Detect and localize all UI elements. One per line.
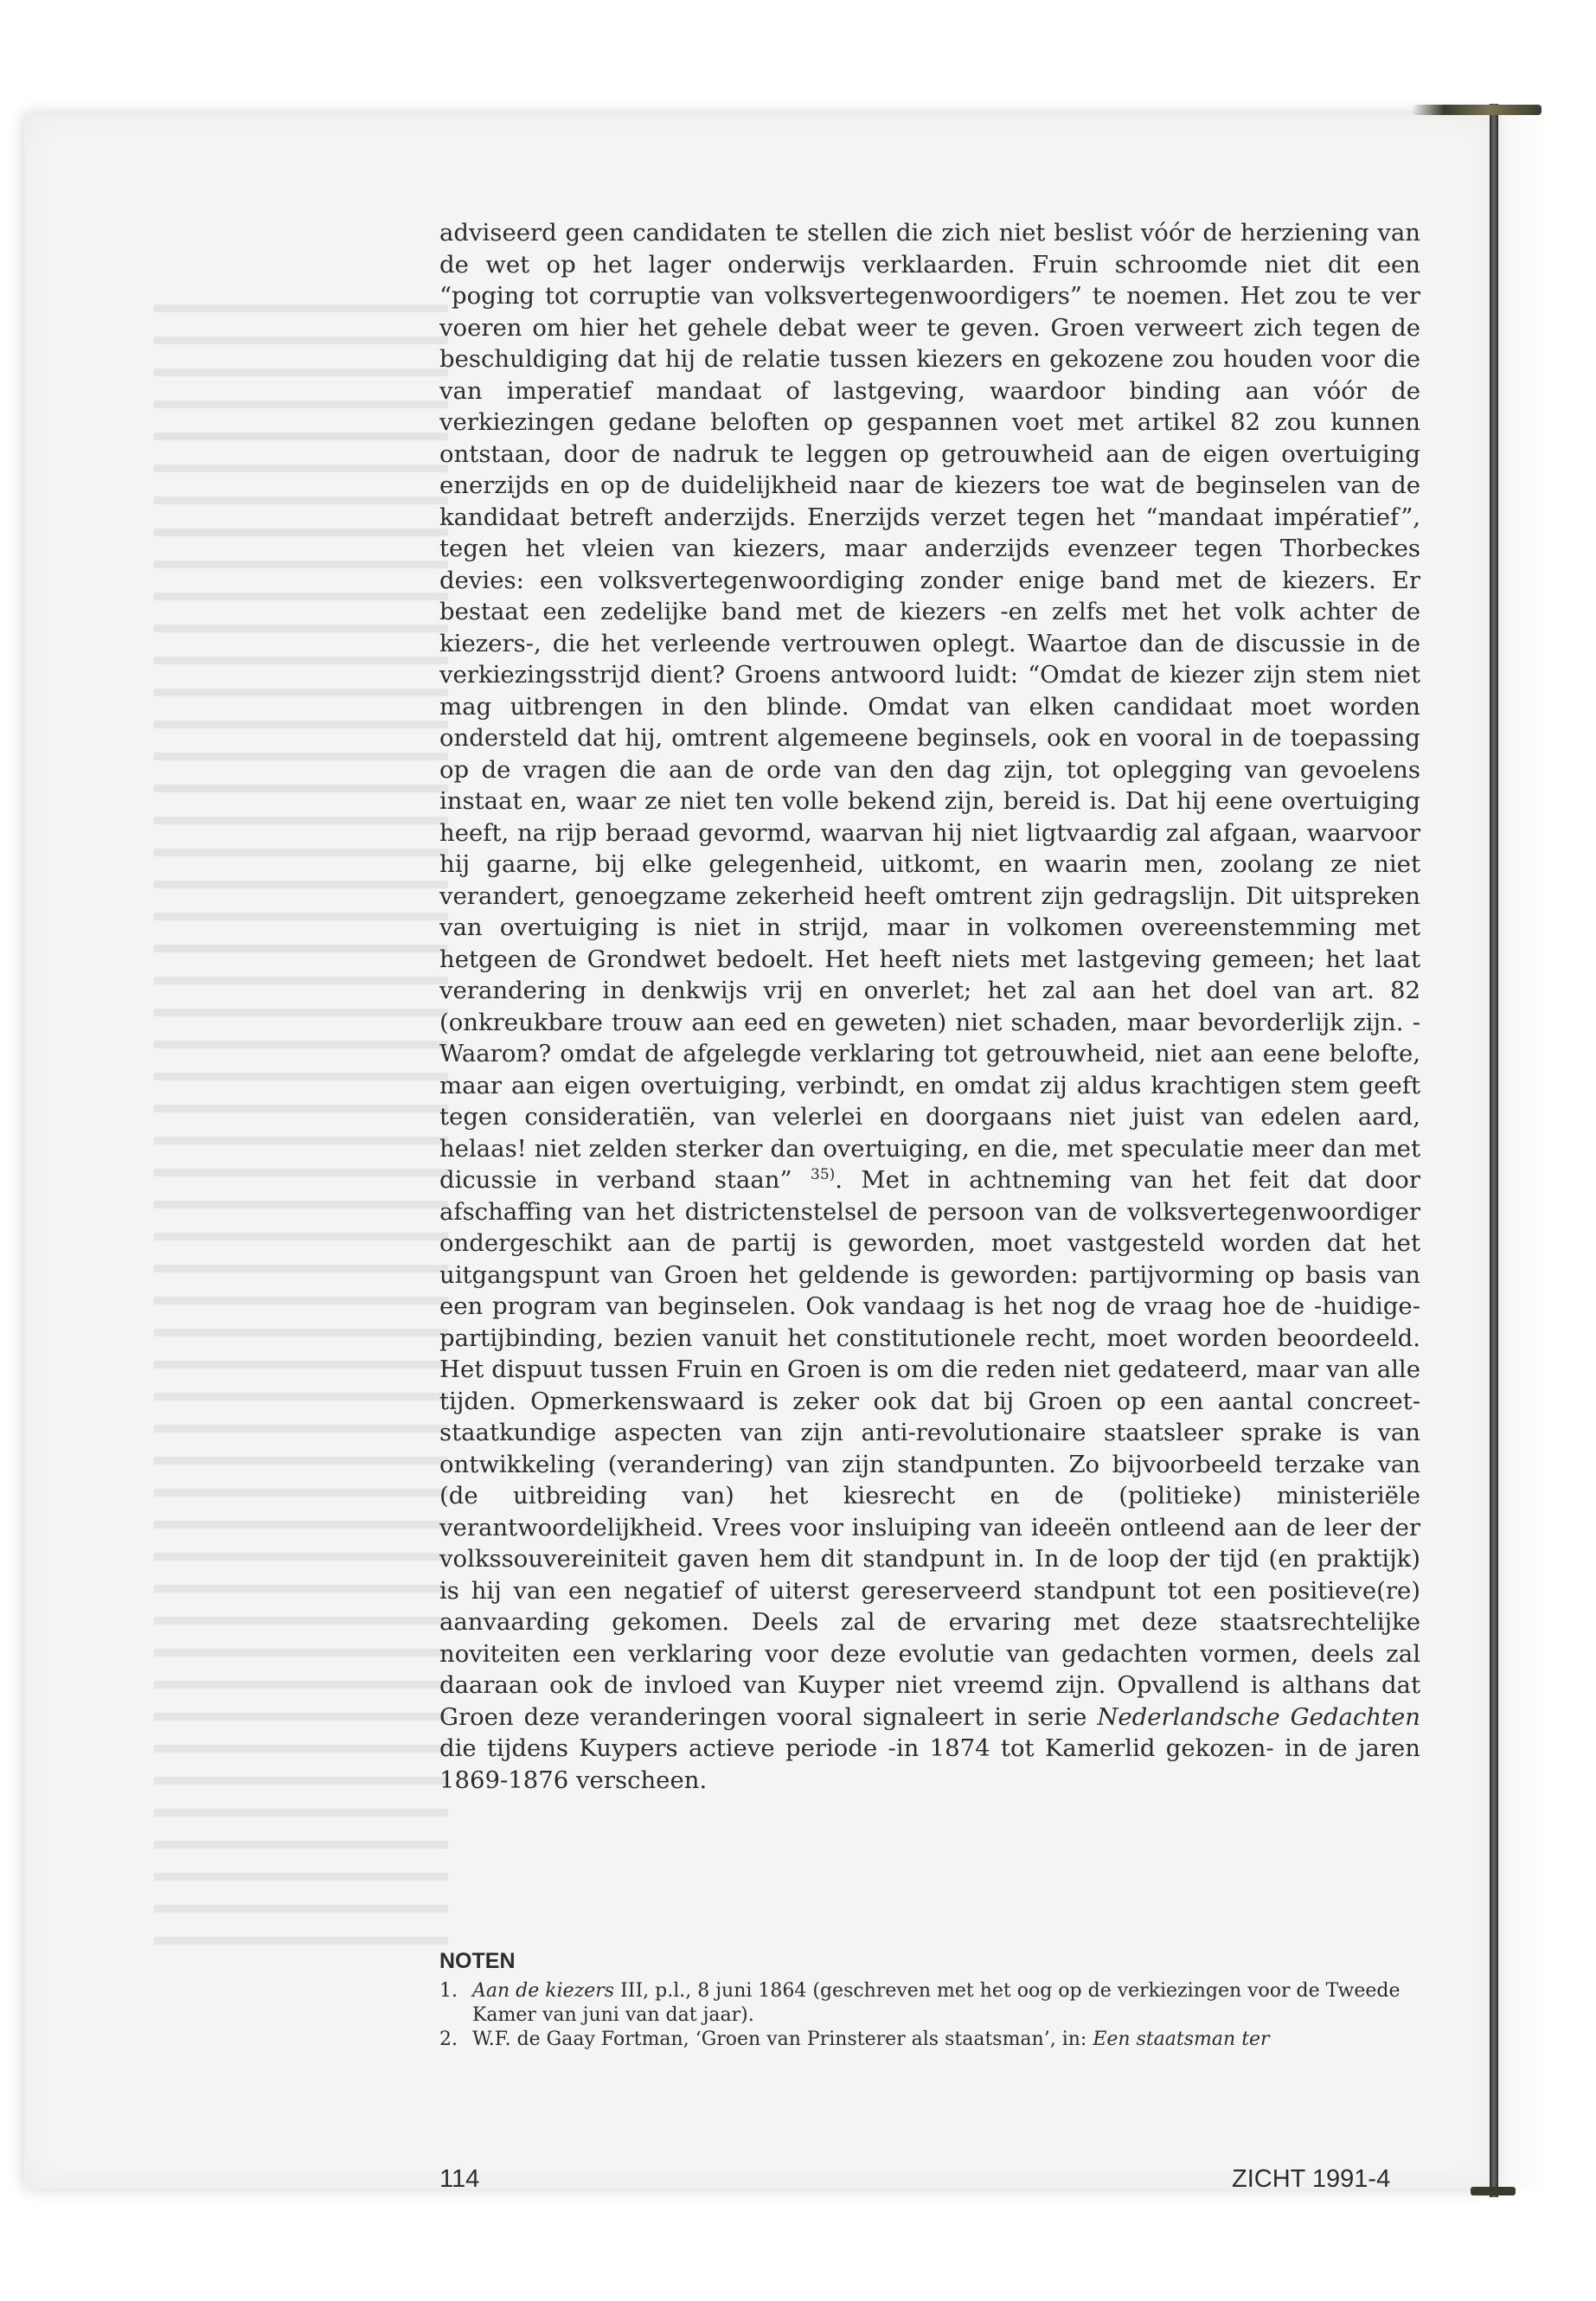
note-title: Een staatsman ter: [1093, 2029, 1270, 2050]
note-item: [439, 1979, 1420, 2028]
notes-list: [439, 1979, 1420, 2052]
note-title: Aan de kiezers: [472, 1980, 615, 2002]
page-number: 114: [439, 2165, 480, 2193]
note-body: III, p.l., 8 juni 1864 (geschreven met het oog op de verkiezingen voor de Tweede Kamer van juni van dat jaar).: [472, 1980, 1401, 2026]
note-text: [472, 1979, 1420, 2028]
binding-clip-bottom: [1471, 2187, 1516, 2195]
series-title: Nederlandsche Gedachten: [1097, 1702, 1421, 1731]
page-edge: [1498, 106, 1550, 2190]
note-body: W.F. de Gaay Fortman, ‘Groen van Prinsterer als staatsman’, in:: [472, 2029, 1093, 2050]
bleed-through-text: [154, 304, 448, 1948]
binding-clip-top: [1412, 105, 1542, 115]
note-number: 2.: [439, 2029, 458, 2050]
footnote-reference: 35): [811, 1165, 836, 1183]
note-item: [439, 2028, 1420, 2052]
journal-issue: ZICHT 1991-4: [1232, 2165, 1391, 2193]
note-number: 1.: [439, 1980, 458, 2002]
binding-spine: [1490, 104, 1498, 2197]
article-body-text: adviseerd geen candidaten te stellen die zich niet beslist vóór de herziening van de wet op het lager onderwijs verklaarden. Fruin schroomde niet dit een “poging tot corruptie van volksvertegenwoordigers” te noemen. Het zou te ver voeren om hier het gehele debat weer te geven. Groen verweert zich tegen de beschuldiging dat hij de relatie tussen kiezers en gekozene zou houden voor die van imperatief mandaat of lastgeving, waardoor binding aan vóór de verkiezingen gedane beloften op gespannen voet met artikel 82 zou kunnen ontstaan, door de nadruk te leggen op getrouwheid aan de eigen overtuiging enerzijds en op de duidelijkheid naar de kiezers toe wat de beginselen van de kandidaat betreft anderzijds. Enerzijds verzet tegen het “mandaat impératief”, tegen het vleien van kiezers, maar anderzijds evenzeer tegen Thorbeckes devies: een volksvertegenwoordiging zonder enige band met de kiezers. Er bestaat een zedelijke band met de kiezers -en zelfs met het volk achter de kiezers-, die het verleende vertrouwen oplegt. Waartoe dan de discussie in de verkiezingsstrijd dient? Groens antwoord luidt: “Omdat de kiezer zijn stem niet mag uitbrengen in den blinde. Omdat van elken candidaat moet worden ondersteld dat hij, omtrent algemeene beginsels, ook en vooral in de toepassing op de vragen die aan de orde van den dag zijn, tot oplegging van gevoelens instaat en, waar ze niet ten volle bekend zijn, bereid is. Dat hij eene overtuiging heeft, na rijp beraad gevormd, waarvan hij niet ligtvaardig zal afgaan, waarvoor hij gaarne, bij elke gelegenheid, uitkomt, en waarin men, zoolang ze niet verandert, genoegzame zekerheid heeft omtrent zijn gedragslijn. Dit uitspreken van overtuiging is niet in strijd, maar in volkomen overeenstemming met hetgeen de Grondwet bedoelt. Het heeft niets met lastgeving gemeen; het laat verandering in denkwijs vrij en onverlet; het zal aan het doel van art. 82 (onkreukbare trouw aan eed en geweten) niet schaden, maar bevorderlijk zijn. -Waarom? omdat de afgelegde verklaring tot getrouwheid, niet aan eene belofte, maar aan eigen overtuiging, verbindt, en omdat zij aldus krachtigen stem geeft tegen consideratiën, van velerlei en doorgaans niet juist van edelen aard, helaas! niet zelden sterker dan overtuiging, en die, met speculatie meer dan met dicussie in verband staan” $^{35)}$. Met in achtneming van het feit dat door afschaffing van het districtenstelsel de persoon van de volksvertegenwoordiger ondergeschikt aan de partij is geworden, moet vastgesteld worden dat het uitgangspunt van Groen het geldende is geworden: partijvorming op basis van een program van beginselen. Ook vandaag is het nog de vraag hoe de -huidigepartijbinding, bezien vanuit het constitutionele recht, moet worden beoordeeld. Het dispuut tussen Fruin en Groen is om die reden niet gedateerd, maar van alle tijden. Opmerkenswaard is zeker ook dat bij Groen op een aantal concreet-staatkundige aspecten van zijn anti-revolutionaire staatsleer sprake is van ontwikkeling (verandering) van zijn standpunten. Zo bijvoorbeeld terzake van (de uitbreiding van) het kiesrecht en de (politieke) ministeriële verantwoordelijkheid. Vrees voor insluiping van ideeën ontleend aan de leer der volkssouvereiniteit gaven hem dit standpunt in. In de loop der tijd (en praktijk) is hij van een negatief of uiterst gereserveerd standpunt tot een positieve(re) aanvaarding gekomen. Deels zal de ervaring met deze staatsrechtelijke noviteiten een verklaring voor deze evolutie van gedachten vormen, deels zal daaraan ook de invloed van Kuyper niet vreemd zijn. Opvallend is althans dat Groen deze veranderingen vooral signaleert in serie Nederlandsche Gedachten die tijdens Kuypers actieve periode -in 1874 tot Kamerlid gekozen- in de jaren 1869-1876 verscheen.: [439, 219, 1421, 1794]
note-text: [472, 2028, 1420, 2052]
notes-heading: NOTEN: [439, 1949, 516, 1973]
